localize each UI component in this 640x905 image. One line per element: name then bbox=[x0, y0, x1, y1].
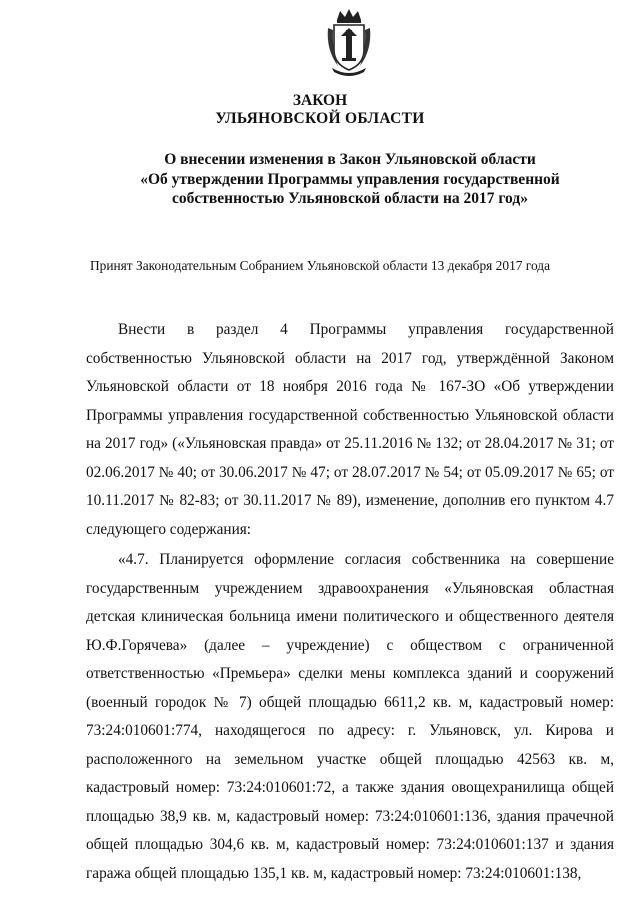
law-body bbox=[86, 316, 614, 888]
adoption-note: Принят Законодательным Собранием Ульяновской области 13 декабря 2017 года bbox=[89, 258, 551, 273]
coat-of-arms-icon bbox=[324, 6, 374, 78]
law-title: ЗАКОН bbox=[292, 92, 348, 109]
body-paragraph: Внести в раздел 4 Программы управления государственной собственностью Ульяновской области на 2017 год, утверждённой Законом Ульяновской области от 18 ноября 2016 года № 167-ЗО «Об утверждении Программы управления государственной собственностью Ульяновской области на 2017 год» («Ульяновская правда» от 25.11.2016 № 132; от 28.04.2017 № 31; от 02.06.2017 № 40; от 30.06.2017 № 47; от 28.07.2017 № 54; от 05.09.2017 № 65; от 10.11.2017 № 82-83; от 30.11.2017 № 89), изменение, дополнив его пунктом 4.7 следующего содержания: bbox=[86, 321, 614, 538]
body-paragraph: «4.7. Планируется оформление согласия собственника на совершение государственным учреждением здравоохранения «Ульяновская областная детская клиническая больница имени политического и общественного деятеля Ю.Ф.Горячева» (далее – учреждение) с обществом с ограниченной ответственностью «Премьера» сделки мены комплекса зданий и сооружений (военный городок № 7) общей площадью 6611,2 кв. м, кадастровый номер: 73:24:010601:774, находящегося по адресу: г. Ульяновск, ул. Кирова и расположенного на земельном участке общей площадью 42563 кв. м, кадастровый номер: 73:24:010601:72, а также здания овощехранилища общей площадью 38,9 кв. м, кадастровый номер: 73:24:010601:136, здания прачечной общей площадью 304,6 кв. м, кадастровый номер: 73:24:010601:137 и здания гаража общей площадью 135,1 кв. м, кадастровый номер: 73:24:010601:138, bbox=[86, 551, 614, 882]
subject-line: собственностью Ульяновской области на 2017 год» bbox=[172, 190, 528, 207]
region-title: УЛЬЯНОВСКОЙ ОБЛАСТИ bbox=[215, 110, 425, 127]
subject-line: О внесении изменения в Закон Ульяновской области bbox=[164, 151, 536, 168]
law-subject bbox=[100, 150, 600, 209]
subject-line: «Об утверждении Программы управления государственной bbox=[140, 170, 560, 188]
